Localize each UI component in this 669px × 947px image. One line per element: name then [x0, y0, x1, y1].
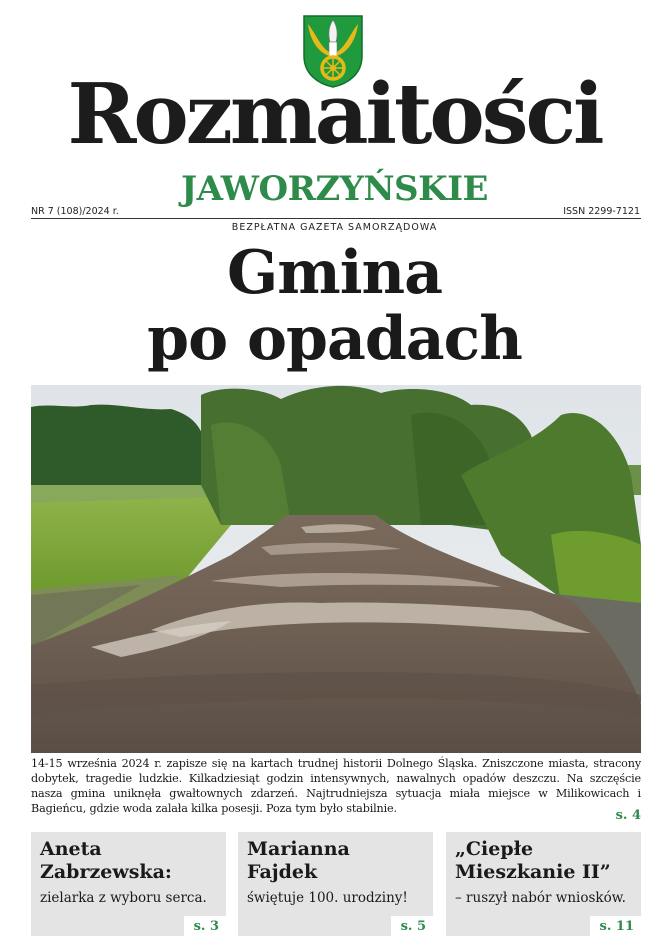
teaser-title-line: Aneta: [40, 838, 102, 860]
teaser-card[interactable]: [446, 832, 641, 936]
masthead-subtitle: JAWORZYŃSKIE: [181, 169, 488, 209]
teaser-card[interactable]: [238, 832, 433, 936]
teaser-subtitle: zielarka z wyboru serca.: [40, 890, 207, 906]
headline-line-1: Gmina: [226, 238, 443, 308]
lead-page-ref[interactable]: s. 4: [615, 808, 641, 823]
cover-photo: [31, 385, 641, 753]
teaser-page-ref[interactable]: s. 5: [391, 916, 433, 936]
teaser-title: [247, 838, 427, 884]
teaser-card[interactable]: [31, 832, 226, 936]
cover-lead-text: 14-15 września 2024 r. zapisze się na kartach trudnej historii Dolnego Śląska. Zniszczone miasta, stracony dobytek, tragedie ludzkie. Kilkadziesiąt godzin intensywnych, nawalnych opadów deszczu. Na szczęście nasza gmina uniknęła gwałtownych zdarzeń. Najtrudniejsza sytuacja miała miejsce w Milikowicach i Bagieńcu, gdzie woda zalała kilka posesji. Poza tym było stabilnie.: [31, 757, 641, 815]
masthead-divider: [31, 218, 641, 219]
teaser-title-line: Fajdek: [247, 861, 318, 883]
teaser-subtitle: – ruszył nabór wniosków.: [455, 890, 626, 906]
masthead-title: Rozmaitości: [67, 65, 602, 163]
teaser-title: [455, 838, 635, 884]
headline-line-2: po opadach: [147, 304, 522, 374]
teaser-title-line: Marianna: [247, 838, 350, 860]
teaser-subtitle: świętuje 100. urodziny!: [247, 890, 408, 906]
teaser-title-line: Zabrzewska:: [40, 861, 172, 883]
cover-headline: [0, 240, 669, 372]
teaser-title-line: „Ciepłe: [455, 838, 534, 860]
issue-number: NR 7 (108)/2024 r.: [31, 206, 119, 217]
teaser-page-ref[interactable]: s. 11: [590, 916, 641, 936]
issn-number: ISSN 2299-7121: [563, 206, 640, 217]
teaser-title-line: Mieszkanie II”: [455, 861, 611, 883]
teaser-page-ref[interactable]: s. 3: [184, 916, 226, 936]
teaser-title: [40, 838, 220, 884]
masthead-tagline: BEZPŁATNA GAZETA SAMORZĄDOWA: [231, 222, 438, 233]
